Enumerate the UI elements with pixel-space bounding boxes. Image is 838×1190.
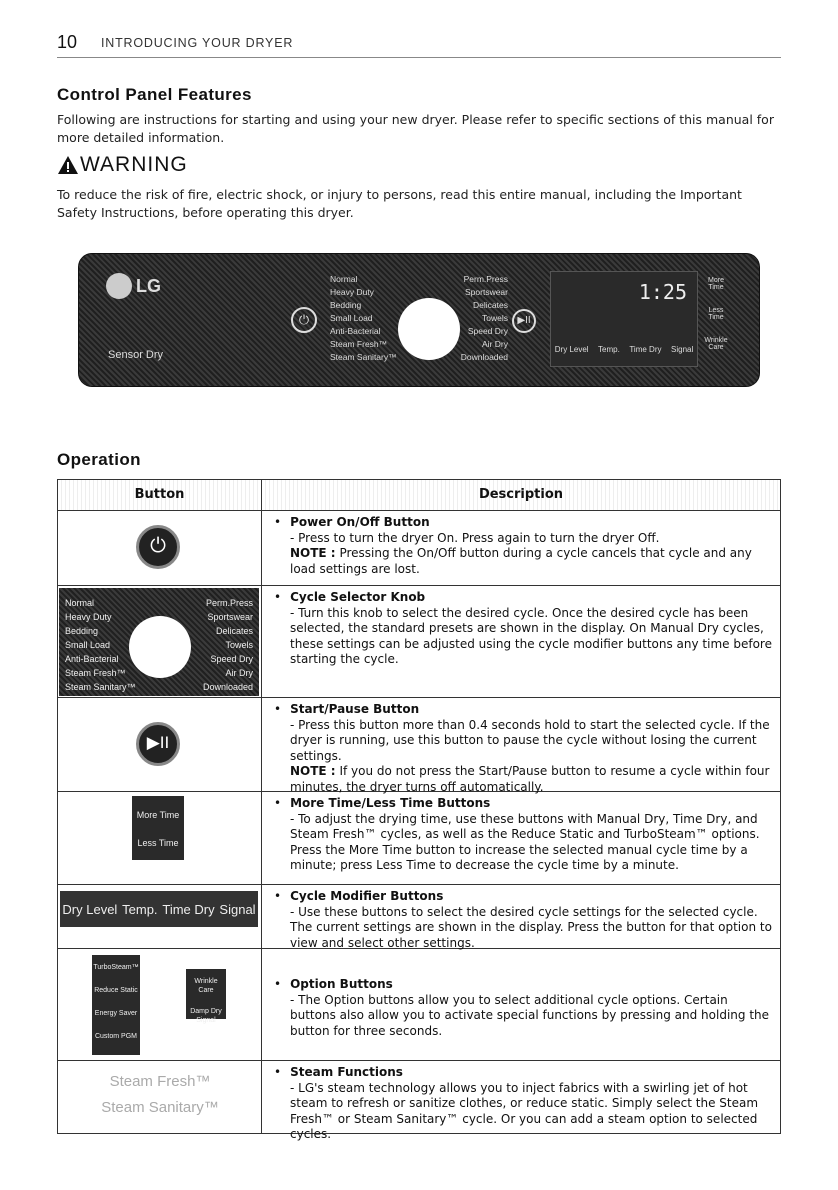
cycle-label: Speed Dry — [210, 654, 253, 664]
knob-image — [58, 586, 262, 697]
reduce-static-label: Reduce Static — [94, 987, 138, 994]
note-text: Pressing the On/Off button during a cycle cancels that cycle and any load settings are lost. — [290, 546, 752, 576]
table-row — [58, 586, 780, 698]
row-text: - LG's steam technology allows you to inject fabrics with a swirling jet of hot steam to refresh or sanitize clothes, or reduce static. Simply select the Steam Fresh™ or Steam Sanitary™ cycle. Or you can add a steam option to selected cycles. — [290, 1080, 759, 1141]
cycle-label: Towels — [482, 313, 508, 323]
panel-cycles-left — [330, 273, 397, 364]
cycle-label: Delicates — [473, 300, 508, 310]
display-time: 1:25 — [638, 280, 687, 304]
modifier-image — [58, 885, 262, 948]
row-text: - To adjust the drying time, use these buttons with Manual Dry, Time Dry, and Steam Fresh™ cycles, as well as the Reduce Static and TurboSteam™ options. Press the More Time button to increase the selected manual cycle time by a minute; press Less Time to decrease the cycle time by a minute. — [290, 811, 760, 872]
sensor-dry-label: Sensor Dry — [108, 349, 164, 361]
modifier-label: Signal — [671, 345, 694, 354]
cycle-label: Normal — [330, 274, 358, 284]
steam-fresh-label: Steam Fresh™ — [109, 1073, 211, 1090]
operation-table — [57, 479, 781, 1141]
dry-level-label: Dry Level — [62, 901, 118, 917]
modifier-label: Dry Level — [554, 345, 589, 354]
table-row — [58, 792, 780, 885]
turbosteam-label: TurboSteam™ — [93, 964, 139, 971]
note-label: NOTE : — [290, 546, 336, 560]
cycle-label: Perm.Press — [205, 598, 253, 608]
modifier-label: Temp. — [598, 345, 620, 354]
cycle-label: Small Load — [65, 640, 111, 650]
damp-dry-label: Damp Dry Signal — [190, 1008, 222, 1024]
table-row — [58, 885, 780, 949]
cycle-label: Anti-Bacterial — [330, 326, 381, 336]
row-title: • Steam Functions — [274, 1065, 772, 1081]
cycle-label: Heavy Duty — [330, 287, 374, 297]
row-note — [274, 546, 772, 577]
power-description — [262, 511, 780, 585]
row-title: • More Time/Less Time Buttons — [274, 796, 772, 812]
time-description — [262, 792, 780, 884]
modifier-label: Time Dry — [629, 345, 662, 354]
control-panel-intro: Following are instructions for starting and using your new dryer. Please refer to specific sections of this manual for more detailed information. — [57, 112, 774, 145]
power-button-image — [58, 511, 262, 585]
warning-icon — [57, 155, 79, 175]
control-panel-image — [78, 253, 760, 387]
panel-start-icon: ▶II — [512, 309, 536, 333]
row-title: • Option Buttons — [274, 977, 772, 993]
cycle-label: Steam Sanitary™ — [330, 352, 397, 362]
col-header-description: Description — [262, 480, 780, 510]
row-title: • Cycle Selector Knob — [274, 590, 772, 606]
control-panel-heading: Control Panel Features — [57, 85, 252, 104]
options-description — [262, 949, 780, 1060]
row-title: • Cycle Modifier Buttons — [274, 889, 772, 905]
row-note — [274, 764, 772, 795]
cycle-label: Normal — [65, 598, 95, 608]
more-time-label: More Time — [136, 810, 180, 820]
warning-text: To reduce the risk of fire, electric shock, or injury to persons, read this entire manual, including the Important Safety Instructions, before operating this dryer. — [57, 187, 742, 220]
cycle-label: Downloaded — [460, 352, 508, 362]
cycle-label: Perm.Press — [463, 274, 508, 284]
energy-saver-label: Energy Saver — [94, 1010, 138, 1017]
cycle-label: Steam Fresh™ — [65, 668, 126, 678]
options-panel-right — [186, 969, 226, 1024]
row-text: - Turn this knob to select the desired cycle. Once the desired cycle has been selected, the standard presets are shown in the display. On Manual Dry cycles, these settings can be adjusted using the cycle modifier buttons any time before starting the cycle. — [290, 605, 772, 666]
panel-modifiers — [550, 345, 698, 354]
note-label: NOTE : — [290, 764, 336, 778]
wrinkle-care-label: Wrinkle Care — [194, 978, 218, 994]
cycle-label: Heavy Duty — [65, 612, 112, 622]
knob-labels-left — [65, 596, 136, 694]
lg-logo — [106, 273, 161, 299]
row-text: - Use these buttons to select the desired cycle settings for the selected cycle. The current settings are shown in the display. Press the button for that option to view and select other settings. — [290, 904, 772, 950]
cycle-label: Steam Fresh™ — [330, 339, 388, 349]
cycle-label: Small Load — [330, 313, 373, 323]
power-icon: ⏻ — [136, 525, 180, 569]
table-row — [58, 1061, 780, 1141]
signal-label: Signal — [219, 901, 256, 917]
panel-more-time: More Time — [708, 277, 724, 291]
options-panel-left — [92, 955, 140, 1055]
lg-logo-icon — [106, 273, 132, 299]
cycle-label: Bedding — [65, 626, 99, 636]
row-text: - Press this button more than 0.4 seconds hold to start the selected cycle. If the dryer is running, use this button to pause the cycle without losing the current settings. — [290, 717, 770, 763]
more-less-time-image — [58, 792, 262, 884]
row-title: • Power On/Off Button — [274, 515, 772, 531]
panel-power-icon: ⏻ — [291, 307, 317, 333]
lg-brand: LG — [136, 275, 161, 296]
modifier-description — [262, 885, 780, 948]
option-buttons-image — [58, 949, 262, 1060]
temp-label: Temp. — [122, 901, 158, 917]
page-header — [57, 34, 781, 58]
panel-less-time: Less Time — [708, 307, 724, 321]
time-buttons-panel — [132, 796, 184, 860]
knob-panel — [59, 588, 259, 696]
section-title: INTRODUCING YOUR DRYER — [101, 36, 294, 50]
table-header-row — [58, 480, 780, 511]
warning-heading — [57, 153, 188, 177]
custom-pgm-label: Custom PGM — [94, 1033, 137, 1040]
panel-knob — [398, 298, 460, 360]
cycle-label: Towels — [225, 640, 253, 650]
cycle-label: Sportswear — [207, 612, 253, 622]
col-header-button: Button — [58, 480, 262, 510]
cycle-knob-icon — [129, 616, 191, 678]
cycle-label: Bedding — [330, 300, 362, 310]
row-text: - The Option buttons allow you to select additional cycle options. Certain buttons also allow you to activate special functions by pressing and holding the button for three seconds. — [290, 992, 770, 1038]
page-number: 10 — [57, 32, 78, 52]
cycle-label: Air Dry — [225, 668, 253, 678]
row-text: - Press to turn the dryer On. Press again to turn the dryer Off. — [290, 530, 660, 545]
cycle-label: Delicates — [215, 626, 253, 636]
cycle-label: Sportswear — [465, 287, 508, 297]
time-dry-label: Time Dry — [162, 901, 215, 917]
note-text: If you do not press the Start/Pause button to resume a cycle within four minutes, the dryer turns off automatically. — [290, 764, 770, 794]
knob-labels-right — [203, 596, 253, 694]
start-pause-image — [58, 698, 262, 791]
less-time-label: Less Time — [137, 838, 179, 848]
steam-image — [58, 1061, 262, 1133]
start-pause-icon: ▶II — [136, 722, 180, 766]
operation-heading: Operation — [57, 450, 141, 469]
start-pause-description — [262, 698, 780, 794]
table-row — [58, 698, 780, 792]
cycle-label: Speed Dry — [467, 326, 508, 336]
table-row — [58, 949, 780, 1061]
cycle-label: Air Dry — [482, 339, 508, 349]
steam-sanitary-label: Steam Sanitary™ — [101, 1099, 219, 1116]
steam-description — [262, 1061, 780, 1141]
panel-wrinkle-care: Wrinkle Care — [704, 337, 728, 351]
knob-description — [262, 586, 780, 697]
cycle-label: Downloaded — [202, 682, 253, 692]
cycle-label: Steam Sanitary™ — [65, 682, 136, 692]
modifier-panel — [60, 891, 258, 927]
panel-cycles-right — [460, 273, 508, 364]
cycle-label: Anti-Bacterial — [65, 654, 119, 664]
warning-title: WARNING — [80, 153, 188, 176]
row-title: • Start/Pause Button — [274, 702, 772, 718]
table-row — [58, 511, 780, 586]
